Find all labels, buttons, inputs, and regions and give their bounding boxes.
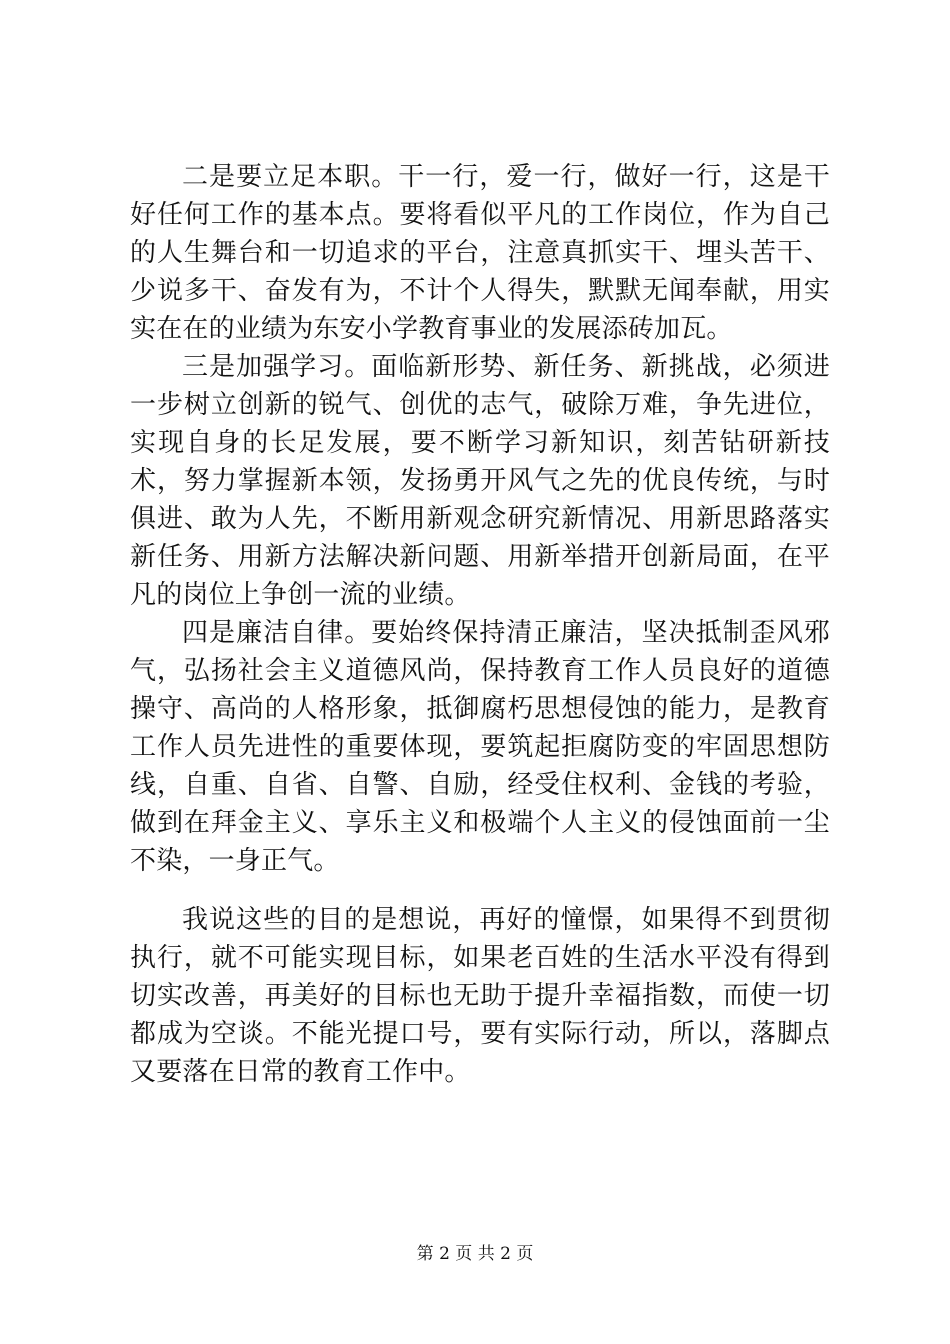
paragraph-conclusion: 我说这些的目的是想说，再好的憧憬，如果得不到贯彻执行，就不可能实现目标，如果老百姓的生活水平没有得到切实改善，再美好的目标也无助于提升幸福指数，而使一切都成为空谈。不能光提口号，要有实际行动，所以，落脚点又要落在日常的教育工作中。 [130,905,830,1087]
paragraph-strengthen-learning: 三是加强学习。面临新形势、新任务、新挑战，必须进一步树立创新的锐气、创优的志气，破除万难，争先进位，实现自身的长足发展，要不断学习新知识，刻苦钻研新技术，努力掌握新本领，发扬勇开风气之先的优良传统，与时俱进、敢为人先，不断用新观念研究新情况、用新思路落实新任务、用新方法解决新问题、用新举措开创新局面，在平凡的岗位上争创一流的业绩。 [130,352,830,610]
document-body [130,158,830,1091]
paragraph-integrity: 四是廉洁自律。要始终保持清正廉洁，坚决抵制歪风邪气，弘扬社会主义道德风尚，保持教育工作人员良好的道德操守、高尚的人格形象，抵御腐朽思想侵蚀的能力，是教育工作人员先进性的重要体现，要筑起拒腐防变的牢固思想防线，自重、自省、自警、自励，经受住权利、金钱的考验，做到在拜金主义、享乐主义和极端个人主义的侵蚀面前一尘不染，一身正气。 [130,618,830,876]
page-number: 第 2 页 共 2 页 [416,1244,534,1264]
paragraph-stand-firm: 二是要立足本职。干一行，爱一行，做好一行，这是干好任何工作的基本点。要将看似平凡的工作岗位，作为自己的人生舞台和一切追求的平台，注意真抓实干、埋头苦干、少说多干、奋发有为，不计个人得失，默默无闻奉献，用实实在在的业绩为东安小学教育事业的发展添砖加瓦。 [130,162,830,344]
page-footer [0,1243,950,1265]
